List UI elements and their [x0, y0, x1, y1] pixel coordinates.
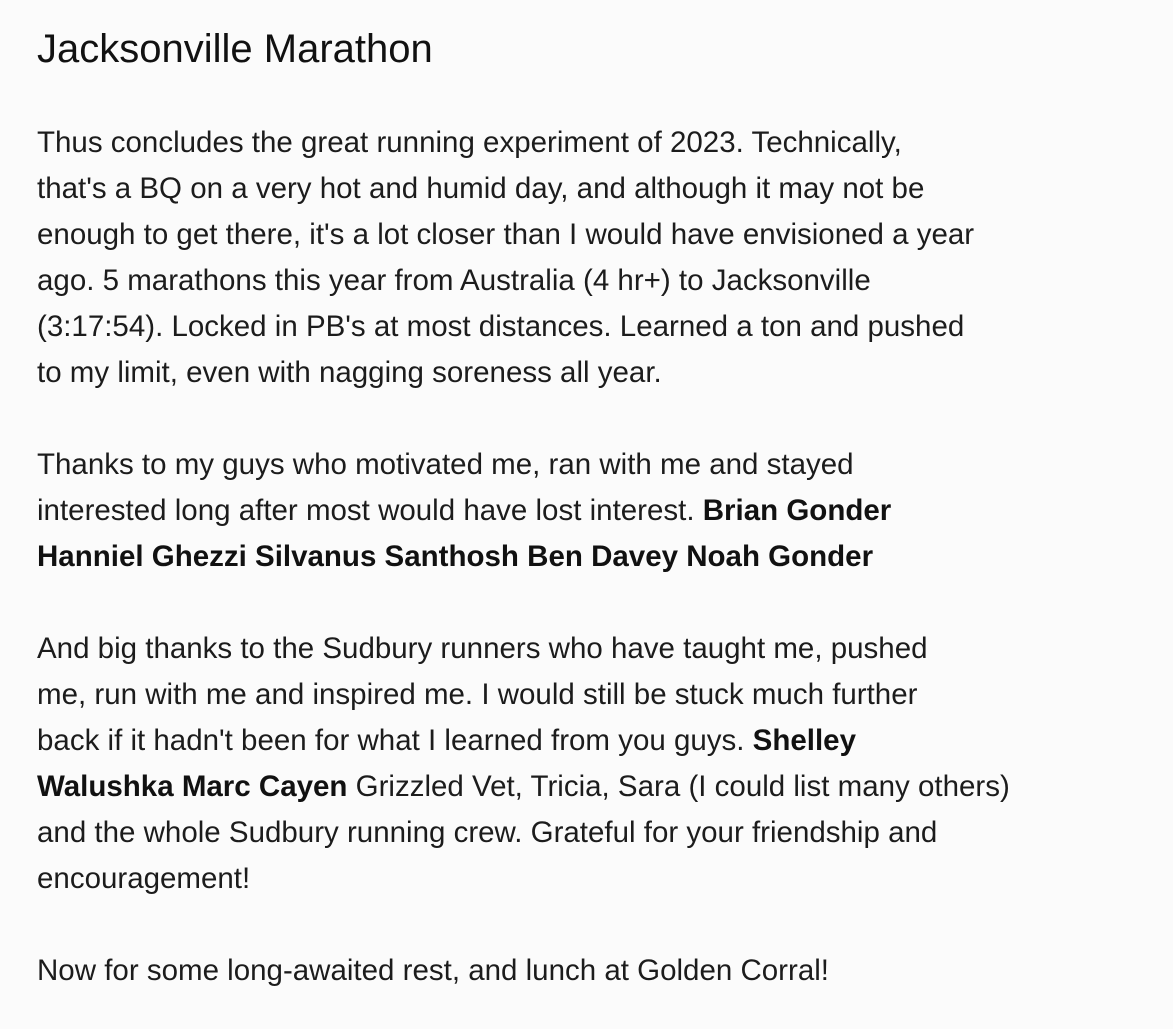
text-line: ago. 5 marathons this year from Australia (4 hr+) to Jacksonville	[37, 264, 871, 297]
tag-shelley-walushka[interactable]: Shelley	[752, 724, 856, 757]
tag-brian-gonder[interactable]: Brian Gonder	[702, 494, 892, 527]
text-line: and the whole Sudbury running crew. Grateful for your friendship and	[37, 816, 938, 849]
text-line	[37, 488, 1157, 534]
tag-silvanus-santhosh[interactable]: Silvanus Santhosh	[255, 540, 519, 573]
text-line: enough to get there, it's a lot closer than I would have envisioned a year	[37, 218, 975, 251]
text-line: Thus concludes the great running experiment of 2023. Technically,	[37, 126, 902, 159]
text-line	[37, 718, 1157, 764]
text-line	[37, 534, 1157, 580]
post-body	[37, 22, 1157, 994]
tag-marc-cayen[interactable]: Marc Cayen	[181, 770, 348, 803]
text-segment: interested long after most would have lost interest.	[37, 494, 703, 527]
text-line	[37, 764, 1157, 810]
text-line: Thanks to my guys who motivated me, ran with me and stayed	[37, 448, 854, 481]
text-line: to my limit, even with nagging soreness all year.	[37, 356, 662, 389]
text-line: Now for some long-awaited rest, and lunch at Golden Corral!	[37, 954, 829, 987]
text-segment: back if it hadn't been for what I learned from you guys.	[37, 724, 753, 757]
tag-noah-gonder[interactable]: Noah Gonder	[686, 540, 874, 573]
text-segment: Grizzled Vet, Tricia, Sara (I could list many others)	[347, 770, 1010, 803]
text-line: that's a BQ on a very hot and humid day, and although it may not be	[37, 172, 925, 205]
tag-shelley-walushka[interactable]: Walushka	[37, 770, 174, 803]
paragraph-thanks-guys	[37, 442, 1157, 580]
paragraph-thanks-sudbury	[37, 626, 1157, 902]
text-line: encouragement!	[37, 862, 251, 895]
tag-hanniel-ghezzi[interactable]: Hanniel Ghezzi	[37, 540, 247, 573]
text-line: And big thanks to the Sudbury runners who have taught me, pushed	[37, 632, 928, 665]
paragraph-closing	[37, 948, 1157, 994]
post-title: Jacksonville Marathon	[37, 27, 433, 71]
text-line: me, run with me and inspired me. I would still be stuck much further	[37, 678, 918, 711]
tag-ben-davey[interactable]: Ben Davey	[527, 540, 679, 573]
paragraph-intro	[37, 120, 1157, 396]
text-line: (3:17:54). Locked in PB's at most distances. Learned a ton and pushed	[37, 310, 965, 343]
